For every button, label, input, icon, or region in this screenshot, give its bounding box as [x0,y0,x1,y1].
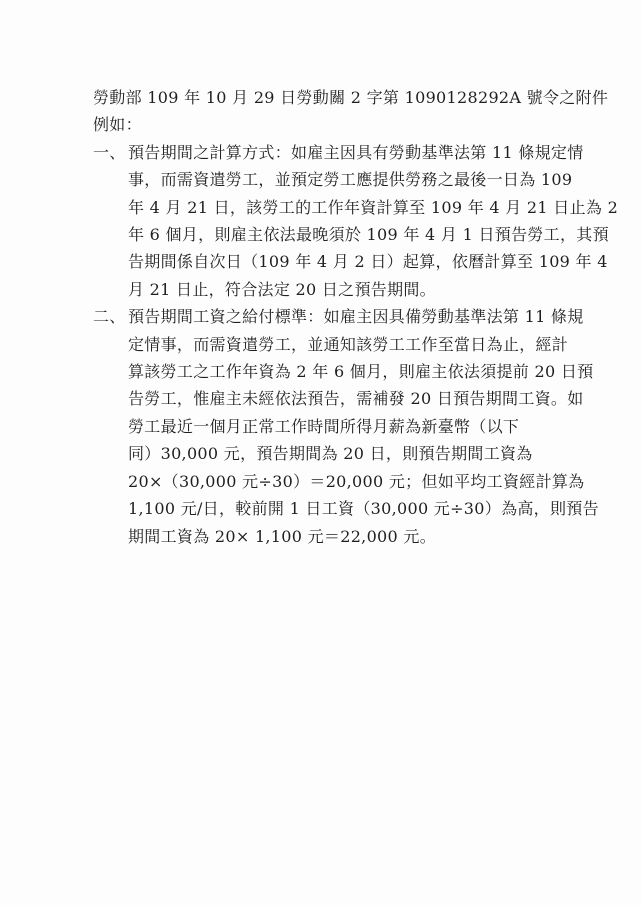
item-2-line-4: 告勞工，惟雇主未經依法預告，需補發 20 日預告期間工資。如 [128,389,584,409]
item-1-line-1-text: 預告期間之計算方式：如雇主因具有勞動基準法第 11 條規定情 [128,142,584,162]
item-1-line-4: 年 6 個月，則雇主依法最晚須於 109 年 4 月 1 日預告勞工，其預 [128,225,609,245]
item-2-line-2: 定情事，而需資遣勞工，並通知該勞工工作至當日為止，經計 [128,334,569,354]
item-1-line-6: 月 21 日止，符合法定 20 日之預告期間。 [128,279,436,299]
item-1-line-5: 告期間係自次日（109 年 4 月 2 日）起算，依曆計算至 109 年 4 [128,252,608,272]
item-2-line-3: 算該勞工之工作年資為 2 年 6 個月，則雇主依法須提前 20 日預 [128,362,594,382]
item-2-line-1-text: 預告期間工資之給付標準：如雇主因具備勞動基準法第 11 條規 [128,307,584,327]
item-2-line-5: 勞工最近一個月正常工作時間所得月薪為新臺幣（以下 [128,416,520,436]
item-1-label: 一、 [93,142,126,162]
item-2-line-1 [93,303,584,330]
list-item-2 [93,303,599,550]
item-1-line-1 [93,139,584,166]
document-page [93,84,619,550]
item-2-label: 二、 [93,307,126,327]
document-header: 勞動部 109 年 10 月 29 日勞動關 2 字第 1090128292A 號令之附件 [93,88,609,107]
item-1-line-3: 年 4 月 21 日，該勞工的工作年資計算至 109 年 4 月 21 日止為 2 [128,197,619,217]
item-2-line-8: 1,100 元/日，較前開 1 日工資（30,000 元÷30）為高，則預告 [128,499,599,519]
item-1-line-2: 事，而需資遣勞工，並預定勞工應提供勞務之最後一日為 109 [128,170,573,190]
list-item-1 [93,139,619,303]
item-2-line-7: 20×（30,000 元÷30）＝20,000 元；但如平均工資經計算為 [128,471,585,491]
item-2-line-9: 期間工資為 20× 1,100 元＝22,000 元。 [128,526,436,546]
item-2-line-6: 同）30,000 元，預告期間為 20 日，則預告期間工資為 [128,444,533,464]
intro-line: 例如： [93,115,142,135]
